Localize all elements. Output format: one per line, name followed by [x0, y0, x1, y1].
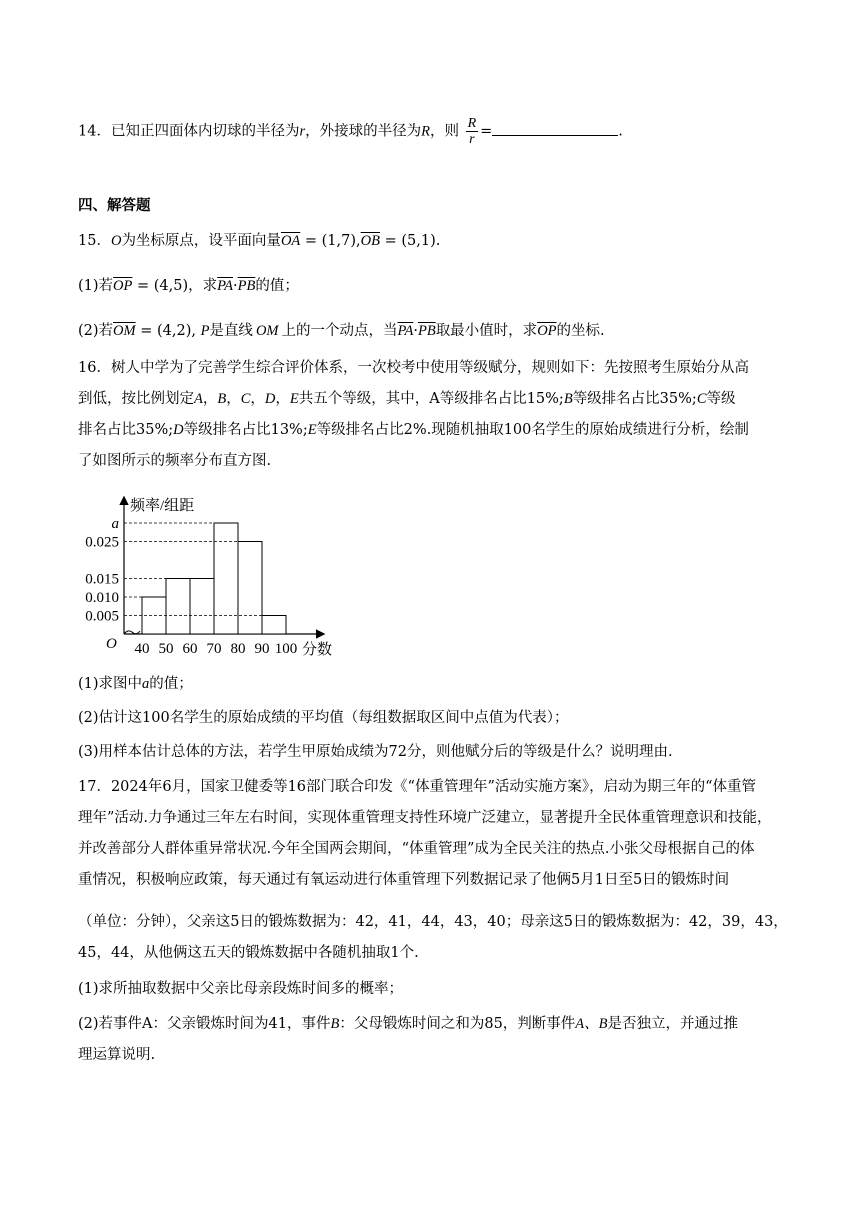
- comma: ，: [202, 391, 218, 407]
- q15-period: .: [435, 233, 441, 249]
- question-16-line-4: 了如图所示的频率分布直方图.: [78, 453, 272, 469]
- q17-p2-text: ：父亲锻炼时间为41，事件: [152, 1016, 331, 1032]
- question-16-line-2: [78, 389, 735, 409]
- histogram-bar: [166, 579, 190, 635]
- vector-OP: $\overline{OP}$: [537, 323, 557, 339]
- y-tick-label: 0.005: [85, 608, 119, 625]
- grade-E: E: [307, 422, 317, 438]
- q15-p1-text: (1)若: [78, 278, 114, 294]
- x-tick-label: 70: [206, 641, 222, 657]
- q15-text: 为坐标原点，设平面向量: [121, 233, 281, 249]
- grade-C: C: [696, 391, 707, 407]
- comma: ，: [226, 391, 241, 407]
- grade-D: D: [173, 422, 184, 438]
- grade-A: A: [194, 391, 203, 407]
- q15-p2-text: = (4,2),: [135, 323, 201, 339]
- question-17-part-1: (1)求所抽取数据中父亲比母亲段炼时间多的概率；: [78, 981, 404, 997]
- histogram-bar: [262, 616, 286, 635]
- q16-text: 等级: [706, 391, 736, 407]
- question-17-line-4: 重情况，积极响应政策，每天通过有氧运动进行体重管理下列数据记录了他俩5月1日至5日的锻炼时间: [78, 872, 730, 888]
- q15-p2-text: 的坐标.: [556, 323, 605, 339]
- q15-p2-text: 是直线: [209, 323, 253, 339]
- question-16-part-1: [78, 674, 193, 694]
- question-14: [78, 116, 623, 147]
- vector-OM: $\overline{OM}$: [113, 323, 136, 339]
- grade-B: B: [563, 391, 573, 407]
- vector-OA: $\overline{OA}$: [280, 233, 301, 249]
- dot-operator: ·: [413, 323, 418, 339]
- x-tick-label: 100: [274, 641, 298, 657]
- y-tick-label: a: [111, 516, 119, 532]
- q15-p2-text: 上的一个动点，当: [281, 323, 398, 339]
- grade-B: B: [217, 391, 227, 407]
- dot-operator: ·: [233, 278, 238, 294]
- q15-p2-text: 取最小值时，求: [435, 323, 538, 339]
- q16-p1-text: (1)求图中: [78, 676, 143, 692]
- question-17-line-2: 理年”活动.力争通过三年左右时间，实现体重管理支持性环境广泛建立，显著提升全民体重管理意识和技能，: [78, 810, 772, 826]
- question-15: [78, 231, 440, 251]
- q16-p1-text: 的值；: [149, 676, 193, 692]
- q17-p2-text: ：父母锻炼时间之和为85，判断事件: [339, 1016, 576, 1032]
- vector-PA: $\overline{PA}$: [397, 323, 414, 339]
- q14-var-R: R: [421, 123, 430, 140]
- histogram-bar: [190, 579, 214, 635]
- q15-var-O: O: [110, 233, 122, 249]
- y-axis-label: 频率/组距: [130, 498, 195, 514]
- q16-text: 到低，按比例划定: [78, 391, 194, 407]
- vector-PB: $\overline{PB}$: [417, 323, 436, 339]
- events-A-B: A、B: [575, 1016, 608, 1032]
- event-A: A: [142, 1016, 153, 1032]
- q16-text: 排名占比35%;: [78, 422, 174, 438]
- frequency-histogram: [78, 492, 348, 664]
- question-16-part-2: (2)估计这100名学生的原始成绩的平均值（每组数据取区间中点值为代表）；: [78, 710, 569, 726]
- question-16-part-3: (3)用样本估计总体的方法，若学生甲原始成绩为72分，则他赋分后的等级是什么？说明理由.: [78, 744, 673, 760]
- q15-line-OM: OM: [255, 323, 279, 339]
- x-axis-label: 分数: [302, 642, 333, 658]
- x-tick-label: 80: [230, 641, 246, 657]
- q15-p1-text: = (4,5)，求: [132, 278, 218, 294]
- q14-text: ，外接球的半径为: [305, 123, 422, 140]
- q15-p2-text: (2)若: [78, 323, 114, 339]
- var-a: a: [142, 676, 150, 692]
- vector-PB: $\overline{PB}$: [237, 278, 256, 294]
- origin-label: O: [106, 636, 117, 652]
- histogram-bar: [238, 542, 262, 635]
- vector-PA: $\overline{PA}$: [217, 278, 233, 294]
- x-tick-label: 40: [134, 641, 150, 657]
- q15-var-P: P: [200, 323, 210, 339]
- q15-p1-text: 的值；: [255, 278, 299, 294]
- grade-D: D: [264, 391, 276, 407]
- q14-var-r: r: [299, 123, 306, 140]
- question-16-line-3: [78, 420, 749, 440]
- question-15-part-2: [78, 321, 605, 341]
- fraction-denominator: r: [469, 132, 475, 147]
- grade-E: E: [289, 391, 299, 407]
- q17-p2-text: (2)若事件: [78, 1016, 143, 1032]
- q16-text: 共五个等级，其中，: [298, 391, 430, 407]
- grade-C: C: [240, 391, 251, 407]
- y-tick-label: 0.015: [85, 571, 119, 588]
- comma: ，: [250, 391, 265, 407]
- q15-text: = (5,1): [379, 233, 436, 249]
- question-17-part-2: [78, 1014, 738, 1034]
- answer-blank: [492, 121, 618, 136]
- q14-fraction: [466, 116, 479, 147]
- event-B: B: [330, 1016, 340, 1032]
- fraction-numerator: R: [467, 116, 477, 131]
- question-16-line-1: 16．树人中学为了完善学生综合评价体系，一次校考中使用等级赋分，规则如下：先按照考生原始分从高: [78, 360, 749, 376]
- comma: ，: [275, 391, 290, 407]
- q14-period: .: [618, 123, 623, 140]
- x-tick-label: 60: [182, 641, 198, 657]
- question-17-part-2-line-2: 理运算说明.: [78, 1047, 156, 1063]
- question-17-line-5: （单位：分钟），父亲这5日的锻炼数据为：42，41，44，43，40；母亲这5日的锻炼数据为：42，39，43，: [78, 914, 788, 930]
- q16-text: A等级排名占比15%;: [429, 391, 564, 407]
- q14-equals: =: [480, 123, 493, 140]
- q15-text: = (1,7),: [300, 233, 361, 249]
- q17-p2-text: 是否独立，并通过推: [607, 1016, 739, 1032]
- x-tick-label: 50: [158, 641, 174, 657]
- q16-text: 等级排名占比2%.现随机抽取100名学生的原始成绩进行分析，绘制: [316, 422, 749, 438]
- section-title: 四、解答题: [78, 197, 151, 214]
- question-17-line-3: 并改善部分人群体重异常状况.今年全国两会期间，“体重管理”成为全民关注的热点.小张父母根据自己的体: [78, 841, 755, 857]
- question-15-part-1: [78, 276, 299, 296]
- histogram-bar: [214, 523, 238, 634]
- q15-number: 15．: [78, 233, 111, 249]
- vector-OP: $\overline{OP}$: [113, 278, 133, 294]
- y-tick-label: 0.010: [85, 590, 119, 606]
- q14-text: ，则: [429, 123, 459, 140]
- q14-text: 已知正四面体内切球的半径为: [110, 123, 300, 140]
- question-17-line-6: 45，44，从他俩这五天的锻炼数据中各随机抽取1个.: [78, 945, 419, 961]
- vector-OB: $\overline{OB}$: [360, 233, 380, 249]
- question-17-line-1: 17．2024年6月，国家卫健委等16部门联合印发《“体重管理年”活动实施方案》，启动为期三年的“体重管: [78, 779, 757, 795]
- q16-text: 等级排名占比35%;: [572, 391, 697, 407]
- x-tick-label: 90: [254, 641, 270, 657]
- q16-text: 等级排名占比13%;: [183, 422, 308, 438]
- y-tick-label: 0.025: [85, 534, 119, 551]
- q14-number: 14．: [78, 123, 111, 140]
